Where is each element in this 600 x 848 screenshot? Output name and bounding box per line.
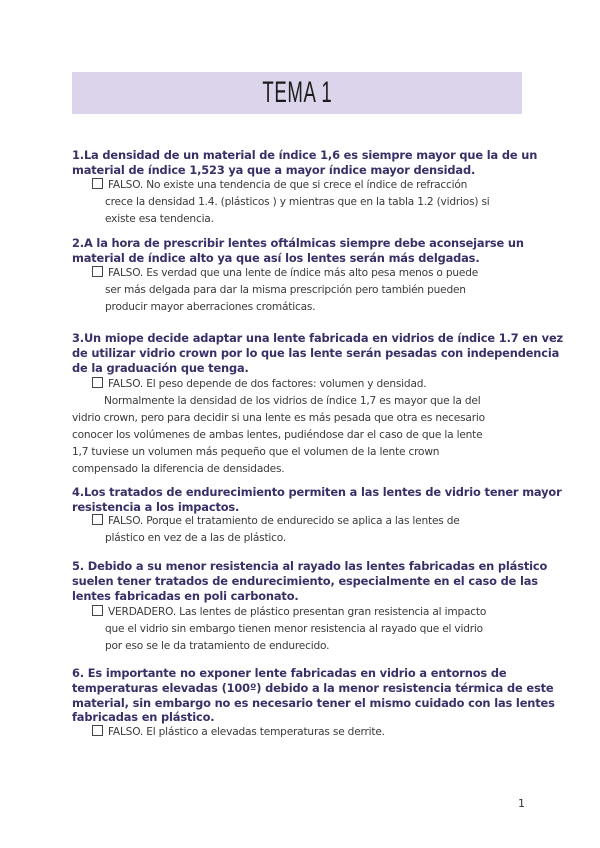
answer-6	[92, 724, 532, 741]
answer-5	[92, 604, 532, 655]
question-line: 4.Los tratados de endurecimiento permiten a las lentes de vidrio tener mayor	[72, 485, 562, 499]
question-line: material de índice 1,523 ya que a mayor índice mayor densidad.	[72, 162, 476, 177]
answer-2	[92, 265, 532, 316]
answer-line: por eso se le da tratamiento de endurecido.	[105, 640, 330, 652]
question-line: resistencia a los impactos.	[72, 499, 240, 514]
question-line: material, sin embargo no es necesario tener el mismo cuidado con las lentes	[72, 695, 555, 710]
question-1	[72, 148, 538, 178]
answer-1	[92, 177, 532, 228]
question-5	[72, 559, 548, 603]
answer-line: FALSO. El plástico a elevadas temperaturas se derrite.	[108, 726, 385, 738]
checkbox[interactable]	[92, 514, 103, 525]
page-title: TEMA 1	[262, 76, 332, 109]
checkbox[interactable]	[92, 377, 103, 388]
question-line: de la graduación que tenga.	[72, 360, 249, 375]
question-line: lentes fabricadas en poli carbonato.	[72, 588, 299, 603]
question-6	[72, 666, 555, 725]
question-3	[72, 331, 564, 375]
question-line: fabricadas en plástico.	[72, 710, 215, 725]
answer-line: FALSO. Porque el tratamiento de endurecido se aplica a las lentes de	[108, 515, 460, 527]
answer-line: FALSO. No existe una tendencia de que si crece el índice de refracción	[108, 179, 468, 191]
title-banner	[72, 72, 522, 114]
answer-line: FALSO. El peso depende de dos factores: volumen y densidad.	[108, 378, 427, 390]
checkbox[interactable]	[92, 178, 103, 189]
answer-paragraph-line: compensado la diferencia de densidades.	[72, 463, 285, 475]
answer-line: VERDADERO. Las lentes de plástico presentan gran resistencia al impacto	[108, 606, 487, 618]
question-line: suelen tener tratados de endurecimiento, especialmente en el caso de las	[72, 573, 538, 588]
answer-line: crece la densidad 1.4. (plásticos ) y mientras que en la tabla 1.2 (vidrios) si	[105, 196, 490, 208]
question-line: 2.A la hora de prescribir lentes oftálmicas siempre debe aconsejarse un	[72, 236, 524, 250]
answer-line: que el vidrio sin embargo tienen menor resistencia al rayado que el vidrio	[105, 623, 483, 635]
answer-line: plástico en vez de a las de plástico.	[105, 532, 287, 544]
answer-line: FALSO. Es verdad que una lente de índice más alto pesa menos o puede	[108, 267, 479, 279]
question-line: 3.Un miope decide adaptar una lente fabricada en vidrios de índice 1.7 en vez	[72, 331, 564, 345]
answer-line: producir mayor aberraciones cromáticas.	[105, 301, 316, 313]
checkbox[interactable]	[92, 266, 103, 277]
question-line: 6. Es importante no exponer lente fabricadas en vidrio a entornos de	[72, 666, 507, 680]
answer-paragraph-line: vidrio crown, pero para decidir si una lente es más pesada que otra es necesario	[72, 412, 485, 424]
question-line: material de índice alto ya que así los lentes serán más delgadas.	[72, 250, 480, 265]
question-2	[72, 236, 532, 266]
answer-4	[92, 513, 532, 547]
question-line: temperaturas elevadas (100º) debido a la menor resistencia térmica de este	[72, 680, 554, 695]
answer-paragraph-line: Normalmente la densidad de los vidrios de índice 1,7 es mayor que la del	[104, 395, 481, 407]
checkbox[interactable]	[92, 725, 103, 736]
question-line: 1.La densidad de un material de índice 1,6 es siempre mayor que la de un	[72, 148, 538, 162]
question-line: 5. Debido a su menor resistencia al rayado las lentes fabricadas en plástico	[72, 559, 548, 573]
answer-line: existe esa tendencia.	[105, 213, 214, 225]
checkbox[interactable]	[92, 605, 103, 616]
question-4	[72, 485, 562, 515]
answer-line: ser más delgada para dar la misma prescripción pero también pueden	[105, 284, 466, 296]
question-line: de utilizar vidrio crown por lo que las lente serán pesadas con independencia	[72, 345, 560, 360]
answer-paragraph-line: conocer los volúmenes de ambas lentes, pudiéndose dar el caso de que la lente	[72, 429, 483, 441]
answer-paragraph-line: 1,7 tuviese un volumen más pequeño que el volumen de la lente crown	[72, 446, 440, 458]
page-number: 1	[518, 797, 525, 810]
answer-3	[72, 376, 532, 478]
